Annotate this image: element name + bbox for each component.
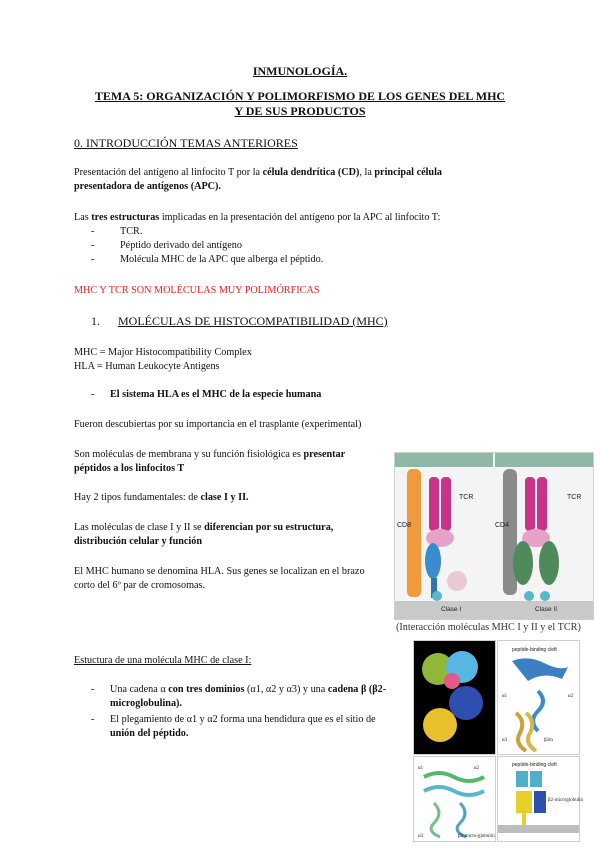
class2-anchor-shape <box>524 591 534 601</box>
cd4-shape <box>503 469 517 595</box>
apc-membrane <box>395 601 593 619</box>
figure-mhc-tcr-interaction <box>394 452 594 620</box>
structure-bullet-chains <box>110 683 400 711</box>
label-b2m: β2m <box>544 738 553 743</box>
ribbon-model-drawing <box>498 641 579 754</box>
image-ribbon-model <box>497 640 580 755</box>
label-class1: Clase I <box>441 606 462 613</box>
text-bold: principal célula presentadora de antígenos (APC). <box>74 167 443 192</box>
paragraph-three-structures <box>74 211 534 225</box>
cd8-shape <box>407 469 421 597</box>
paragraph-types <box>74 491 249 505</box>
definition-mhc: MHC = Major Histocompatibility Complex <box>74 347 252 358</box>
label-tcr: TCR <box>459 494 474 501</box>
ribbon-detail-drawing <box>414 757 495 841</box>
class1-anchor-shape <box>432 591 442 601</box>
text-bold: presentar péptidos a los linfocitos T <box>74 449 345 474</box>
class2-alpha-shape <box>513 541 533 585</box>
label-a3: α3 <box>418 834 424 839</box>
label-tcr: TCR <box>567 494 582 501</box>
bullet-dash: - <box>91 389 95 400</box>
text: Una cadena α <box>110 684 169 695</box>
tcr-chain-shape <box>537 477 547 531</box>
image-ribbon-detail <box>413 756 496 842</box>
cell-membrane <box>498 825 579 833</box>
alpha-helix-shape <box>512 658 568 681</box>
text-bold: tres estructuras <box>91 212 160 223</box>
strand-shape <box>516 713 526 751</box>
text: implicadas en la presentación del antígeno por la APC al linfocito T: <box>159 212 441 223</box>
section1-number: 1. <box>91 314 100 328</box>
paragraph-presentation <box>74 166 494 194</box>
tcr-chain-shape <box>429 477 439 531</box>
label-a3: α3 <box>502 738 508 743</box>
label-class2: Clase II <box>535 606 558 613</box>
hla-system-statement: El sistema HLA es el MHC de la especie humana <box>110 389 322 400</box>
text: , la <box>359 167 375 178</box>
text-bold: cadena β (β2-microglobulina). <box>110 684 387 709</box>
alpha3-domain <box>516 791 532 813</box>
page-title-line1: TEMA 5: ORGANIZACIÓN Y POLIMORFISMO DE LOS GENES DEL MHC <box>94 89 506 103</box>
class1-alpha-shape <box>425 543 441 579</box>
section1-heading: MOLÉCULAS DE HISTOCOMPATIBILIDAD (MHC) <box>118 314 388 328</box>
text: Las <box>74 212 92 223</box>
alpha1-domain <box>516 771 528 787</box>
text-bold: clase I y II. <box>200 492 249 503</box>
strand-shape <box>457 803 466 837</box>
list-item: - Péptido derivado del antígeno <box>91 239 323 253</box>
text: Presentación del antígeno al linfocito T por la <box>74 167 263 178</box>
paragraph-membrane <box>74 448 374 476</box>
bullet-dash: - <box>91 684 95 695</box>
polymorphism-note: MHC Y TCR SON MOLÉCULAS MUY POLIMÓRFICAS <box>74 285 320 296</box>
text-bold: con tres dominios <box>168 684 245 695</box>
alpha2-domain <box>530 771 542 787</box>
text-bold: diferencian por su estructura, distribución celular y función <box>74 522 334 547</box>
surface-model-drawing <box>414 641 495 754</box>
label-a1: α1 <box>502 694 508 699</box>
t-cell-membrane-right <box>495 453 593 467</box>
label-cd8: CD8 <box>397 522 412 529</box>
section0-heading: 0. INTRODUCCIÓN TEMAS ANTERIORES <box>74 136 298 150</box>
image-surface-model <box>413 640 496 755</box>
figure-caption: (Interacción moléculas MHC I y II y el TCR) <box>396 622 581 633</box>
definition-hla: HLA = Human Leukocyte Antigens <box>74 361 220 372</box>
structures-list <box>91 225 323 267</box>
domain-blob <box>423 708 457 742</box>
peptide-blob <box>444 673 460 689</box>
image-schematic-model <box>497 756 584 842</box>
text: Las moléculas de clase I y II se <box>74 522 205 533</box>
label-a1: α1 <box>418 766 424 771</box>
text: El plegamiento de α1 y α2 forma una hendidura que es el sitio de <box>110 714 376 725</box>
mhc-tcr-diagram <box>395 453 593 619</box>
strand-shape <box>431 803 440 837</box>
paragraph-transplant: Fueron descubiertas por su importancia en el trasplante (experimental) <box>74 419 362 430</box>
list-item: - Molécula MHC de la APC que alberga el péptido. <box>91 253 323 267</box>
text: Son moléculas de membrana y su función fisiológica es <box>74 449 304 460</box>
text: (α1, α2 y α3) y una <box>244 684 328 695</box>
bullet-dash: - <box>91 714 95 725</box>
list-item: - TCR. <box>91 225 323 239</box>
paragraph-differences <box>74 521 374 549</box>
structure-bullet-cleft <box>110 713 400 741</box>
label-a2: α2 <box>568 694 574 699</box>
label-b2m: β2-microglobulin <box>548 798 584 803</box>
class2-beta-shape <box>539 541 559 585</box>
text: Hay 2 tipos fundamentales: de <box>74 492 201 503</box>
class2-anchor-shape <box>540 591 550 601</box>
domain-blob <box>449 686 483 720</box>
tcr-chain-shape <box>525 477 535 531</box>
label-a2: α2 <box>474 766 480 771</box>
label-peptide-cleft: peptide-binding cleft <box>512 647 557 653</box>
page-title-line2: Y DE SUS PRODUCTOS <box>234 104 366 118</box>
label-cd4: CD4 <box>495 522 510 529</box>
page-subject: INMUNOLOGÍA. <box>252 64 348 78</box>
strand-shape <box>533 691 543 731</box>
paragraph-hla-genes: El MHC humano se denomina HLA. Sus genes se localizan en el brazo corto del 6º par de cromosomas. <box>74 566 365 591</box>
helix-shape <box>424 773 484 781</box>
tcr-chain-shape <box>441 477 451 531</box>
text-bold: célula dendrítica (CD) <box>262 167 360 178</box>
b2m-shape <box>447 571 467 591</box>
helix-shape <box>424 787 484 795</box>
b2m-domain <box>534 791 546 813</box>
t-cell-membrane-left <box>395 453 493 467</box>
schematic-model-drawing <box>498 757 584 841</box>
label-b2: β2-micro-globulin <box>458 834 495 839</box>
text-bold: unión del péptido. <box>110 728 189 739</box>
structure-heading: Estuctura de una molécula MHC de clase I: <box>74 655 252 666</box>
label-peptide-cleft: peptide-binding cleft <box>512 762 557 768</box>
